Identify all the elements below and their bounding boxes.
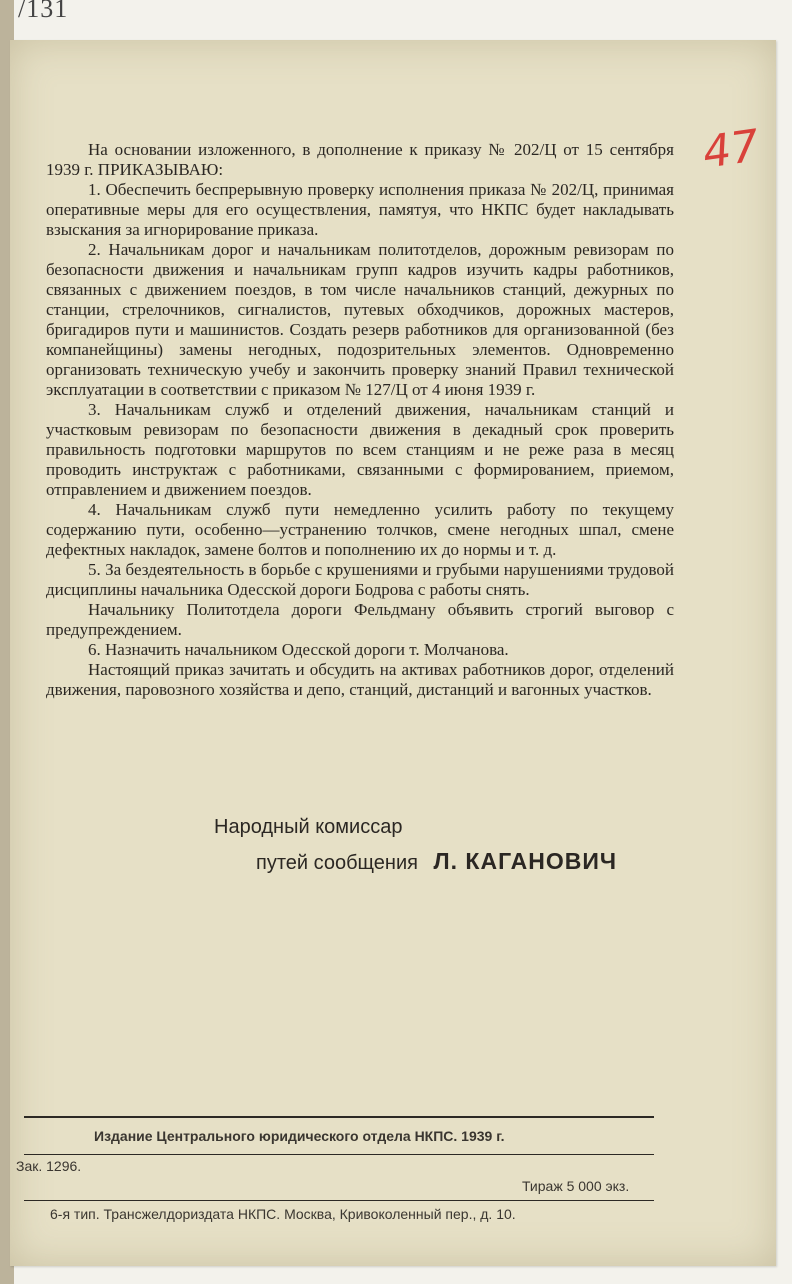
signature-line-2 [256, 848, 617, 875]
preamble: На основании изложенного, в дополнение к приказу № 202/Ц от 15 сентября 1939 г. ПРИКАЗЫВАЮ: [46, 140, 674, 179]
imprint-rule-middle [24, 1154, 654, 1155]
imprint-rule-top [24, 1116, 654, 1118]
document-page [10, 40, 776, 1266]
archive-corner-mark: /131 [18, 0, 69, 23]
order-body [46, 140, 674, 700]
paragraph-5: 5. За бездеятельность в борьбе с крушениями и грубыми нарушениями трудовой дисциплины начальника Одесской дороги Бодрова с работы снять. [46, 560, 674, 599]
paragraph-3: 3. Начальникам служб и отделений движения, начальникам станций и участковым ревизорам по безопасности движения в декадный срок проверить правильность подготовки маршрутов по всем станциям и не реже раза в месяц проводить инструктаж с работниками, связанными с формированием, приемом, отправлением и движением поездов. [46, 400, 674, 499]
paragraph-5-reprimand: Начальнику Политотдела дороги Фельдману объявить строгий выговор с предупреждением. [46, 600, 674, 639]
imprint-print-run: Тираж 5 000 экз. [522, 1178, 630, 1194]
handwritten-folio-number: 47 [699, 120, 763, 179]
imprint-rule-bottom [24, 1200, 654, 1201]
imprint-order-number: Зак. 1296. [16, 1158, 82, 1174]
signatory-name: Л. КАГАНОВИЧ [433, 848, 618, 874]
signature-title-line-1: Народный комиссар [214, 816, 403, 838]
paragraph-4: 4. Начальникам служб пути немедленно усилить работу по текущему содержанию пути, особенно—устранению толчков, смене негодных шпал, смене дефектных накладок, замене болтов и пополнению их до нормы и т. д. [46, 500, 674, 559]
signature-title-line-2: путей сообщения [256, 852, 418, 874]
imprint-publisher: Издание Центрального юридического отдела НКПС. 1939 г. [94, 1128, 505, 1144]
imprint-printer: 6-я тип. Трансжелдориздата НКПС. Москва, Кривоколенный пер., д. 10. [50, 1206, 516, 1222]
paragraph-closing: Настоящий приказ зачитать и обсудить на активах работников дорог, отделений движения, паровозного хозяйства и депо, станций, дистанций и вагонных участков. [46, 660, 674, 699]
paragraph-2: 2. Начальникам дорог и начальникам политотделов, дорожным ревизорам по безопасности движения и начальникам групп кадров изучить кадры работников, связанных с движением поездов, в том числе начальников станций, дежурных по станции, стрелочников, сигналистов, путевых обходчиков, дорожных мастеров, бригадиров пути и машинистов. Создать резерв работников для организованной (без компанейщины) замены негодных, подозрительных элементов. Одновременно организовать техническую учебу и закончить проверку знаний Правил технической эксплуатации в соответствии с приказом № 127/Ц от 4 июня 1939 г. [46, 240, 674, 399]
paragraph-6: 6. Назначить начальником Одесской дороги т. Молчанова. [88, 640, 509, 659]
paragraph-1: 1. Обеспечить беспрерывную проверку исполнения приказа № 202/Ц, принимая оперативные меры для его осуществления, памятуя, что НКПС будет накладывать взыскания за игнорирование приказа. [46, 180, 674, 239]
